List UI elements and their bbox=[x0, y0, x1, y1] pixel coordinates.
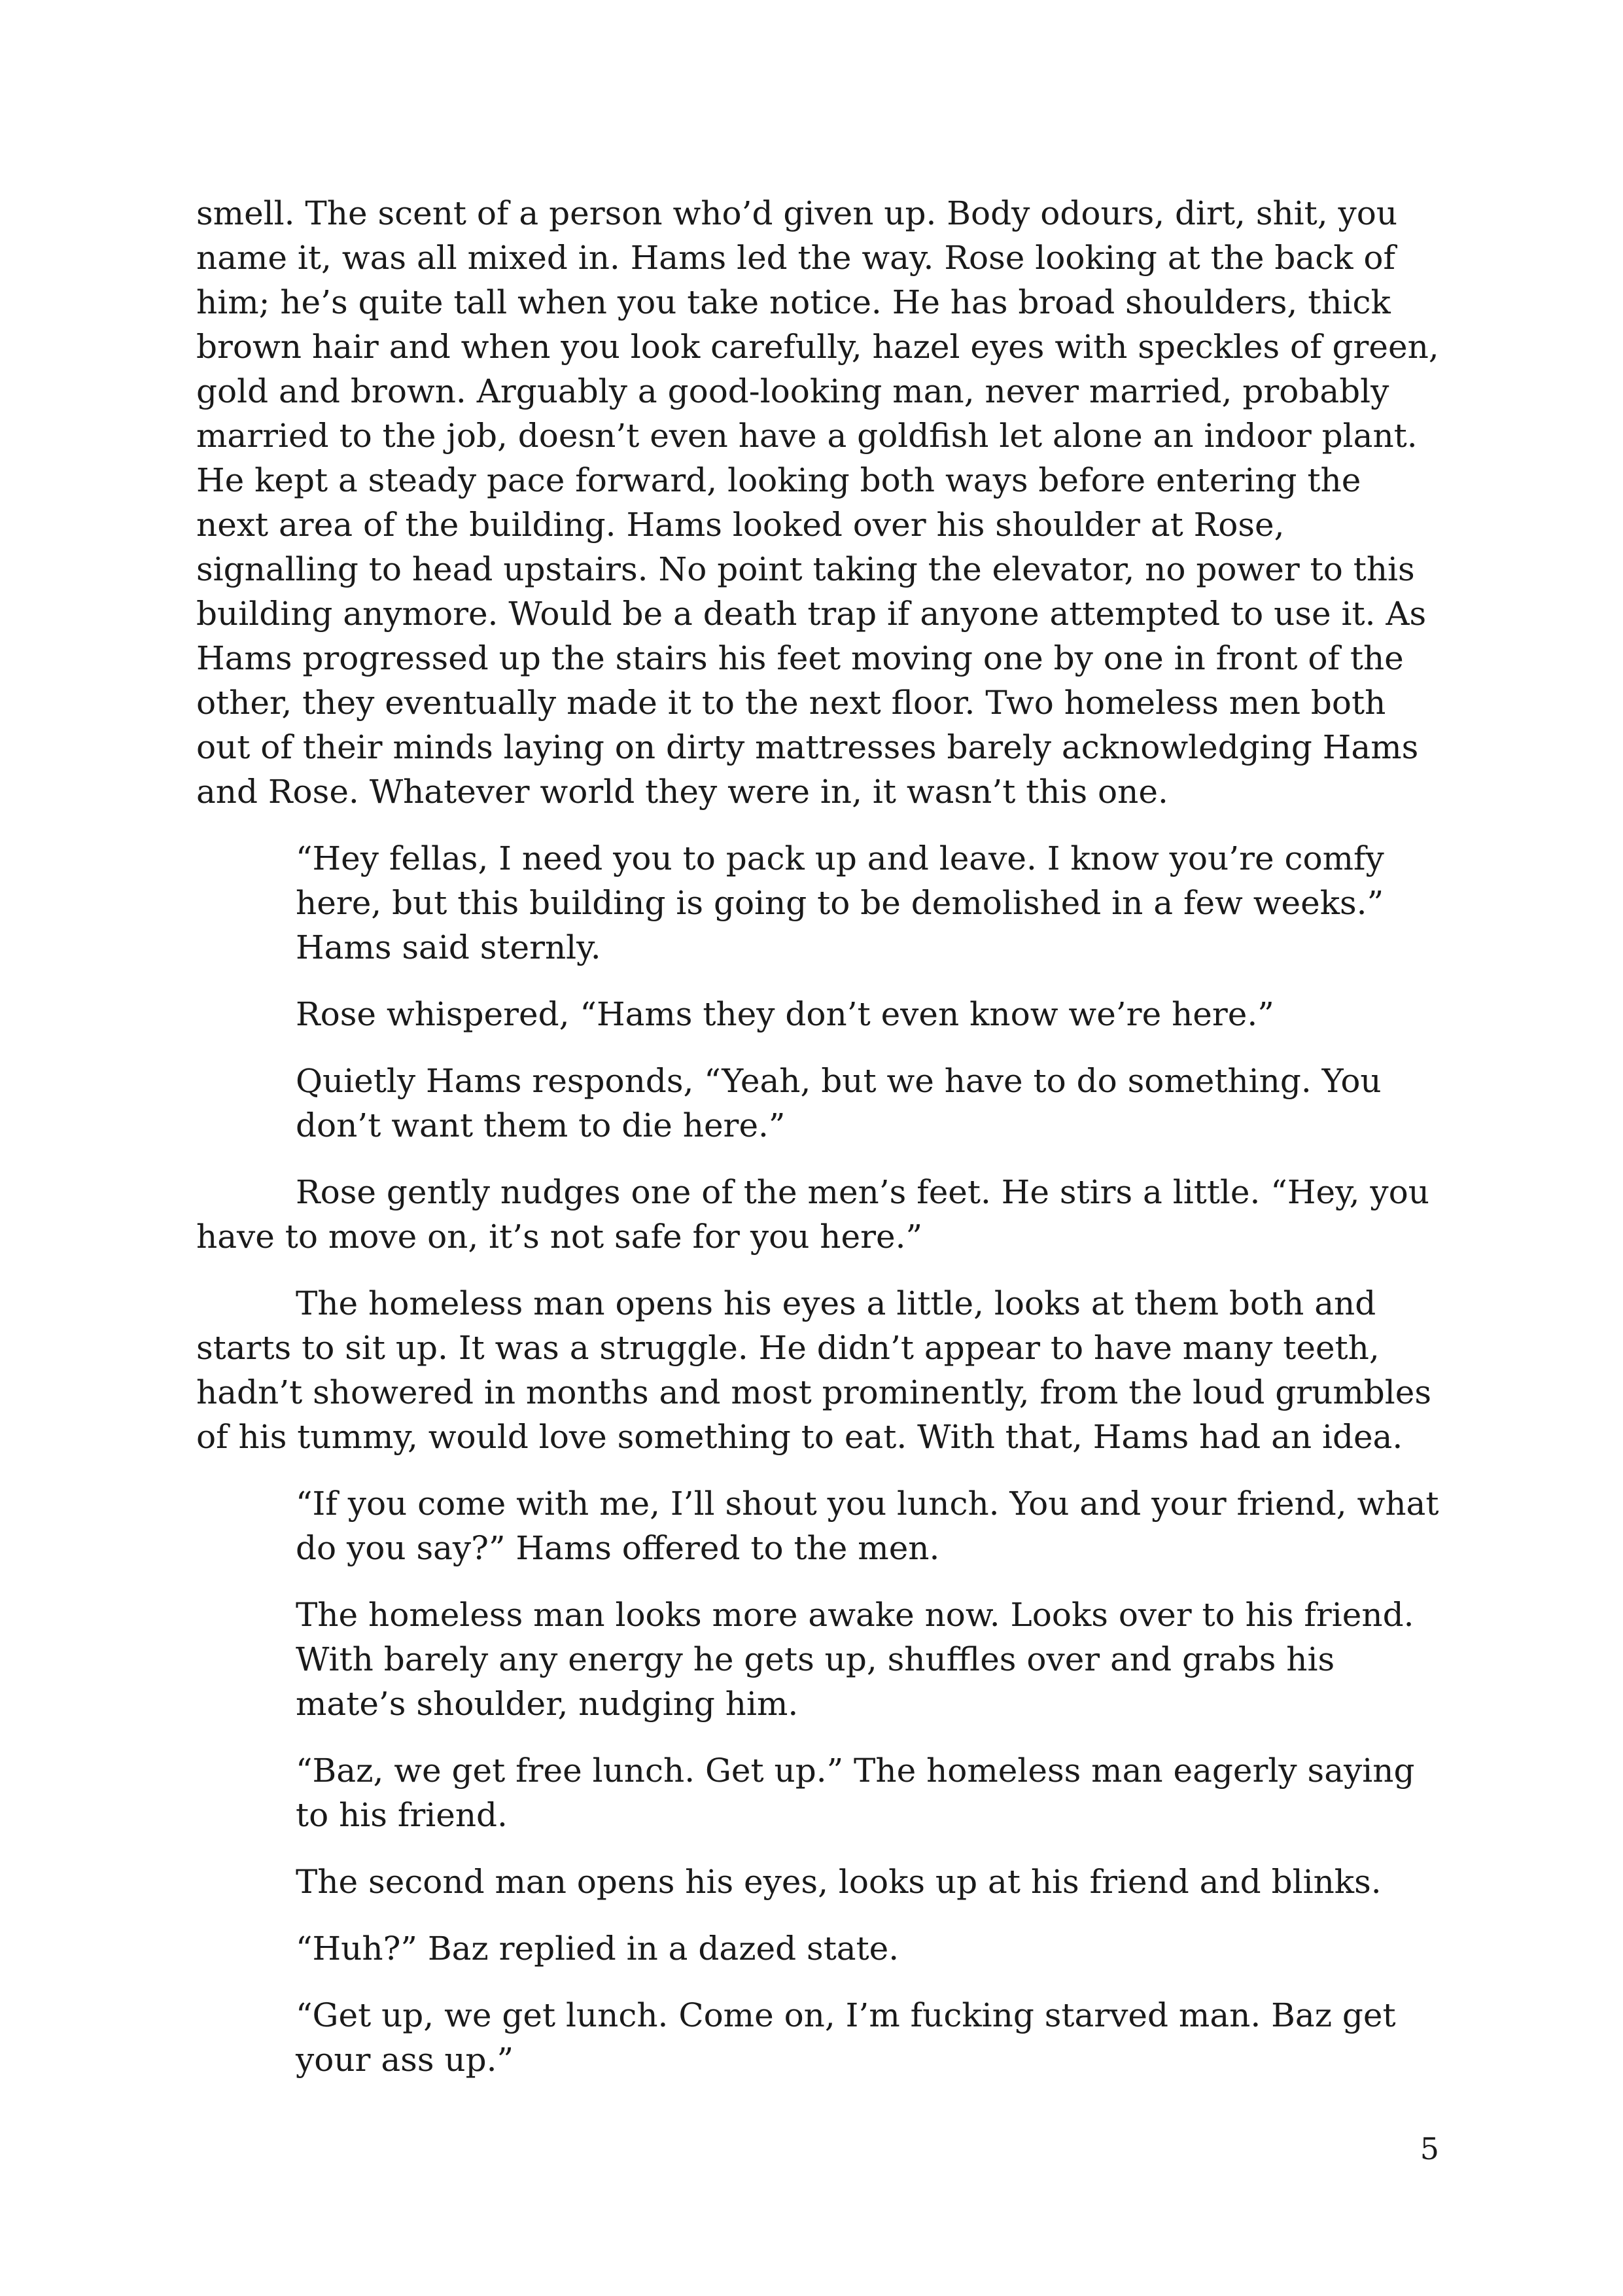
paragraph: “If you come with me, I’ll shout you lunch. You and your friend, what do you say?” Hams offered to the men. bbox=[296, 1485, 1439, 1567]
paragraph: “Hey fellas, I need you to pack up and leave. I know you’re comfy here, but this building is going to be demolished in a few weeks.” Hams said sternly. bbox=[296, 839, 1384, 966]
paragraph: The second man opens his eyes, looks up at his friend and blinks. bbox=[296, 1863, 1382, 1901]
paragraph: The homeless man looks more awake now. Looks over to his friend. With barely any energy he gets up, shuffles over and grabs his mate’s shoulder, nudging him. bbox=[296, 1596, 1414, 1723]
page-number: 5 bbox=[1420, 2131, 1439, 2166]
paragraph: smell. The scent of a person who’d given up. Body odours, dirt, shit, you name it, was all mixed in. Hams led the way. Rose looking at the back of him; he’s quite tall when you take notice. He has broad shoulders, thick brown hair and when you look carefully, hazel eyes with speckles of green, gold and brown. Arguably a good-looking man, never married, probably married to the job, doesn’t even have a goldfish let alone an indoor plant. He kept a steady pace forward, looking both ways before entering the next area of the building. Hams looked over his shoulder at Rose, signalling to head upstairs. No point taking the elevator, no power to this building anymore. Would be a death trap if anyone attempted to use it. As Hams progressed up the stairs his feet moving one by one in front of the other, they eventually made it to the next floor. Two homeless men both out of their minds laying on dirty mattresses barely acknowledging Hams and Rose. Whatever world they were in, it wasn’t this one. bbox=[196, 194, 1439, 811]
paragraph: “Huh?” Baz replied in a dazed state. bbox=[296, 1930, 899, 1968]
paragraph: “Baz, we get free lunch. Get up.” The homeless man eagerly saying to his friend. bbox=[296, 1752, 1415, 1834]
paragraph: “Get up, we get lunch. Come on, I’m fucking starved man. Baz get your ass up.” bbox=[296, 1996, 1396, 2079]
paragraph: Quietly Hams responds, “Yeah, but we have to do something. You don’t want them to die here.” bbox=[296, 1062, 1382, 1144]
document-body bbox=[196, 191, 1439, 2104]
paragraph: The homeless man opens his eyes a little, looks at them both and starts to sit up. It was a struggle. He didn’t appear to have many teeth, hadn’t showered in months and most prominently, from the loud grumbles of his tummy, would love something to eat. With that, Hams had an idea. bbox=[196, 1284, 1432, 1456]
paragraph: Rose gently nudges one of the men’s feet. He stirs a little. “Hey, you have to move on, it’s not safe for you here.” bbox=[196, 1173, 1429, 1256]
paragraph: Rose whispered, “Hams they don’t even know we’re here.” bbox=[296, 995, 1274, 1033]
